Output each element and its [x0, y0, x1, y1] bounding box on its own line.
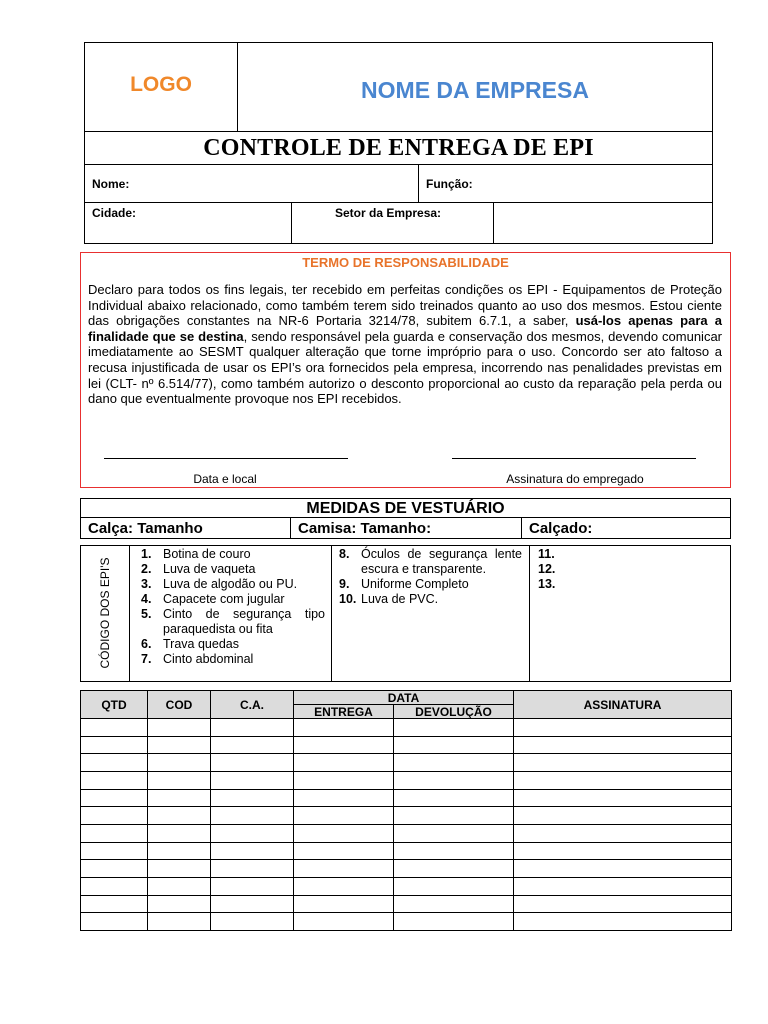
table-cell[interactable]: [294, 754, 394, 772]
nome-row: [85, 165, 712, 203]
list-item: [141, 577, 325, 592]
list-item-number: 13.: [538, 577, 556, 591]
table-cell[interactable]: [394, 807, 514, 825]
divider: [418, 165, 419, 202]
cidade-label: Cidade:: [92, 206, 137, 220]
company-name: NOME DA EMPRESA: [361, 76, 589, 103]
table-cell[interactable]: [148, 736, 211, 754]
form-header: [84, 42, 713, 244]
list-item-number: 1.: [141, 547, 152, 561]
list-item: [538, 547, 618, 562]
table-cell[interactable]: [81, 719, 148, 737]
list-item-text: Capacete com jugular: [163, 592, 285, 606]
table-row: [81, 877, 732, 895]
form-title: CONTROLE DE ENTREGA DE EPI: [203, 134, 594, 161]
table-row: [81, 771, 732, 789]
list-item-text: [560, 547, 618, 562]
table-cell[interactable]: [394, 842, 514, 860]
termo-text-part: , sendo responsável pela guarda e conservação dos mesmos, devendo comunicar imediatamente ao SESMT qualquer alteração que torne impróprio para o uso. Concordo ser ato faltoso a recusa injustificada de usar os EPI’s ora fornecidos pela empresa, incorrendo nas penalidades previstas em lei (CLT- nº 6.514/77), como também autorizo o desconto proporcional ao custo da reparação pela perda ou dano que eventualmente provoque nos EPI recebidos.: [88, 328, 722, 407]
table-cell[interactable]: [294, 807, 394, 825]
list-item-number: 3.: [141, 577, 152, 591]
epi-delivery-table: [80, 690, 732, 931]
table-cell[interactable]: [394, 771, 514, 789]
logo-cell: [85, 43, 238, 131]
calca-label: Calça: Tamanho: [88, 520, 203, 537]
table-cell[interactable]: [514, 824, 732, 842]
table-cell[interactable]: [394, 913, 514, 931]
table-row: [81, 895, 732, 913]
table-cell[interactable]: [514, 719, 732, 737]
list-item-number: 5.: [141, 607, 152, 621]
table-cell[interactable]: [514, 754, 732, 772]
termo-text-bold: usá-los apenas para a finalidade que se destina: [88, 313, 722, 344]
table-cell[interactable]: [514, 771, 732, 789]
camisa-label: Camisa: Tamanho:: [298, 520, 432, 537]
table-cell[interactable]: [394, 754, 514, 772]
table-cell[interactable]: [514, 895, 732, 913]
table-cell[interactable]: [148, 824, 211, 842]
table-cell[interactable]: [211, 754, 294, 772]
codigo-list-3: [538, 547, 618, 592]
table-cell[interactable]: [514, 913, 732, 931]
table-cell[interactable]: [148, 807, 211, 825]
table-cell[interactable]: [294, 913, 394, 931]
list-item: [141, 607, 325, 637]
col-header-assinatura: ASSINATURA: [514, 691, 732, 719]
divider: [493, 203, 494, 243]
list-item-number: 11.: [538, 547, 555, 561]
table-cell[interactable]: [394, 719, 514, 737]
table-cell[interactable]: [294, 895, 394, 913]
list-item-number: 8.: [339, 547, 350, 561]
table-cell[interactable]: [148, 754, 211, 772]
col-header-entrega: ENTREGA: [294, 705, 394, 719]
col-header-qtd: QTD: [81, 691, 148, 719]
company-cell: [238, 43, 712, 131]
codigo-vertical-cell: [81, 546, 129, 681]
cidade-row: [85, 203, 712, 243]
table-cell[interactable]: [211, 807, 294, 825]
list-item-text: Luva de algodão ou PU.: [163, 577, 298, 591]
list-item-text: [560, 562, 618, 577]
table-cell[interactable]: [81, 913, 148, 931]
table-cell[interactable]: [81, 877, 148, 895]
list-item: [141, 562, 325, 577]
table-cell[interactable]: [211, 771, 294, 789]
table-cell[interactable]: [81, 736, 148, 754]
table-cell[interactable]: [81, 807, 148, 825]
list-item: [141, 592, 325, 607]
calcado-label: Calçado:: [529, 520, 593, 537]
table-cell[interactable]: [514, 807, 732, 825]
termo-text: [88, 282, 722, 407]
list-item: [538, 577, 618, 592]
codigo-list-1: [141, 547, 325, 667]
divider: [331, 546, 332, 681]
table-cell[interactable]: [514, 842, 732, 860]
table-cell[interactable]: [394, 789, 514, 807]
list-item-number: 7.: [141, 652, 152, 666]
table-cell[interactable]: [514, 877, 732, 895]
table-row: [81, 842, 732, 860]
list-item-text: Trava quedas: [163, 637, 239, 651]
table-cell[interactable]: [514, 736, 732, 754]
list-item: [339, 592, 522, 607]
table-cell[interactable]: [294, 771, 394, 789]
table-cell[interactable]: [294, 877, 394, 895]
table-cell[interactable]: [148, 719, 211, 737]
codigo-vertical-label: CÓDIGO DOS EPI'S: [98, 557, 112, 669]
table-cell[interactable]: [81, 824, 148, 842]
signature-line-employee: [452, 458, 696, 459]
table-row: [81, 913, 732, 931]
list-item-text: Luva de vaqueta: [163, 562, 256, 576]
col-header-devolucao: DEVOLUÇÃO: [394, 705, 514, 719]
list-item-text: Botina de couro: [163, 547, 251, 561]
table-cell[interactable]: [294, 860, 394, 878]
table-cell[interactable]: [81, 754, 148, 772]
table-cell[interactable]: [294, 789, 394, 807]
list-item: [339, 577, 522, 592]
table-cell[interactable]: [294, 719, 394, 737]
list-item-text: Óculos de segurança lente escura e transparente.: [361, 547, 522, 576]
table-cell[interactable]: [294, 736, 394, 754]
table-cell[interactable]: [211, 824, 294, 842]
table-row: [81, 860, 732, 878]
list-item-number: 4.: [141, 592, 152, 606]
divider: [291, 203, 292, 243]
list-item-text: Cinto abdominal: [163, 652, 254, 666]
list-item: [339, 547, 522, 577]
medidas-vestuario: [80, 498, 731, 539]
divider: [529, 546, 530, 681]
table-cell[interactable]: [148, 842, 211, 860]
list-item-text: Luva de PVC.: [361, 592, 439, 606]
list-item: [141, 652, 325, 667]
table-cell[interactable]: [148, 789, 211, 807]
table-cell[interactable]: [294, 842, 394, 860]
table-cell[interactable]: [211, 877, 294, 895]
table-cell[interactable]: [148, 913, 211, 931]
table-cell[interactable]: [81, 842, 148, 860]
table-row: [81, 719, 732, 737]
list-item-number: 10.: [339, 592, 357, 606]
title-row: [85, 131, 712, 165]
termo-text-part: Declaro para todos os fins legais, ter recebido em perfeitas condições os EPI - Equipamentos de Proteção Individual abaixo relacionado, como também terem sido treinados quanto ao uso dos mesmos. Estou ciente das obrigações constantes na NR-6 Portaria 3214/78, subitem 6.7.1, a saber,: [88, 282, 722, 329]
termo-box: [80, 252, 731, 488]
table-row: [81, 754, 732, 772]
list-item-text: Cinto de segurança tipo paraquedista ou fita: [163, 607, 325, 636]
table-cell[interactable]: [394, 877, 514, 895]
list-item-number: 9.: [339, 577, 350, 591]
medidas-title: MEDIDAS DE VESTUÁRIO: [81, 499, 730, 518]
list-item-number: 2.: [141, 562, 152, 576]
table-cell[interactable]: [148, 860, 211, 878]
table-cell[interactable]: [81, 895, 148, 913]
table-row: [81, 807, 732, 825]
table-row: [81, 736, 732, 754]
date-place-label: Data e local: [193, 472, 257, 486]
table-cell[interactable]: [211, 736, 294, 754]
employee-signature-label: Assinatura do empregado: [506, 472, 644, 486]
table-cell[interactable]: [211, 842, 294, 860]
termo-title: TERMO DE RESPONSABILIDADE: [302, 255, 509, 270]
table-cell[interactable]: [514, 789, 732, 807]
table-cell[interactable]: [394, 860, 514, 878]
table-cell[interactable]: [211, 719, 294, 737]
table-row: [81, 824, 732, 842]
logo: LOGO: [130, 73, 192, 96]
table-cell[interactable]: [211, 895, 294, 913]
col-header-ca: C.A.: [211, 691, 294, 719]
codigo-epis: [80, 545, 731, 682]
table-cell[interactable]: [211, 789, 294, 807]
table-cell[interactable]: [148, 771, 211, 789]
table-cell[interactable]: [394, 895, 514, 913]
table-cell[interactable]: [148, 895, 211, 913]
table-cell[interactable]: [211, 913, 294, 931]
table-cell[interactable]: [514, 860, 732, 878]
table-cell[interactable]: [394, 736, 514, 754]
divider: [129, 546, 130, 681]
list-item: [538, 562, 618, 577]
funcao-label: Função:: [426, 177, 473, 191]
codigo-list-2: [339, 547, 522, 607]
table-cell[interactable]: [148, 877, 211, 895]
nome-label: Nome:: [92, 177, 130, 191]
table-row: [81, 789, 732, 807]
setor-label: Setor da Empresa:: [335, 206, 442, 220]
list-item-number: 12.: [538, 562, 556, 576]
list-item-text: [560, 577, 618, 592]
table-cell[interactable]: [394, 824, 514, 842]
list-item: [141, 637, 325, 652]
list-item: [141, 547, 325, 562]
list-item-number: 6.: [141, 637, 152, 651]
table-cell[interactable]: [211, 860, 294, 878]
col-header-data: DATA: [294, 691, 514, 705]
table-cell[interactable]: [81, 789, 148, 807]
table-cell[interactable]: [81, 860, 148, 878]
table-body: [81, 719, 732, 931]
signature-line-date: [104, 458, 348, 459]
col-header-cod: COD: [148, 691, 211, 719]
table-cell[interactable]: [81, 771, 148, 789]
table-cell[interactable]: [294, 824, 394, 842]
list-item-text: Uniforme Completo: [361, 577, 469, 591]
